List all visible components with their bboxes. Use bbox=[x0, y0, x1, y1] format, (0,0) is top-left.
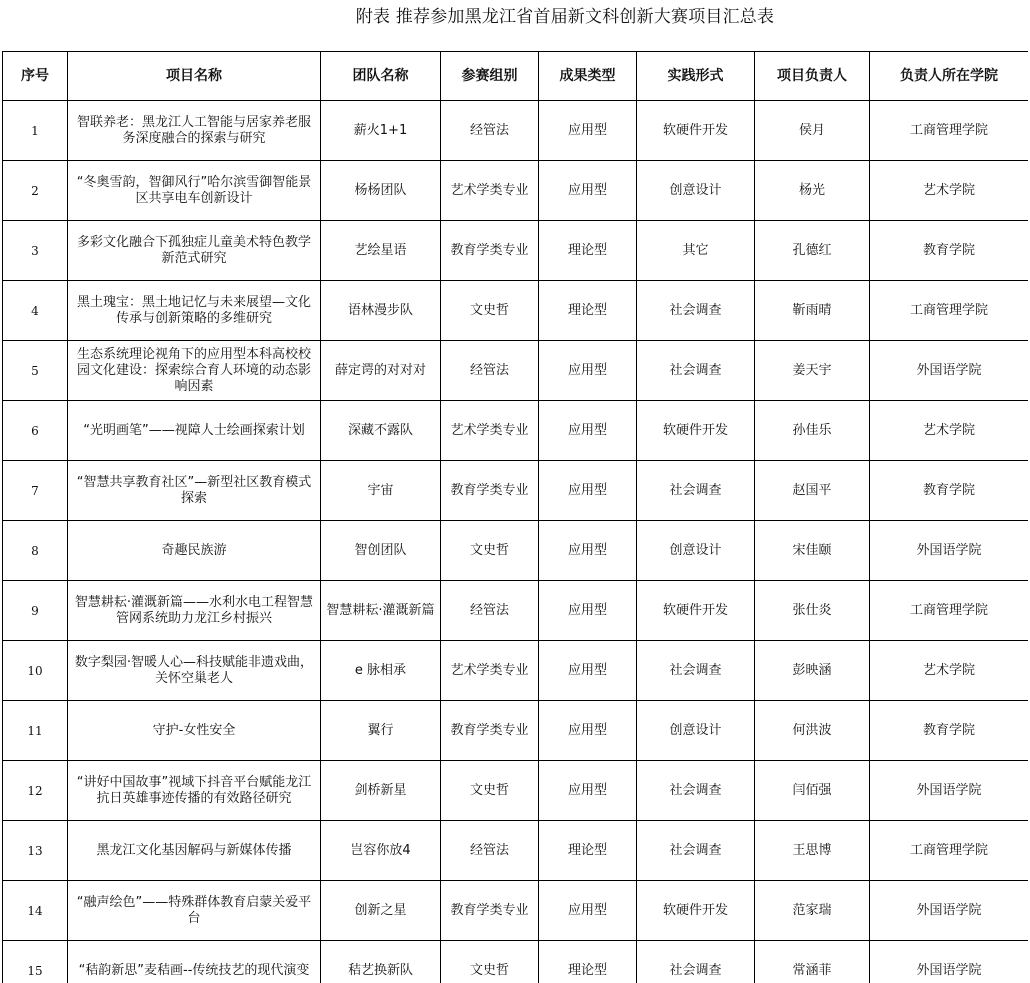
cell-college: 艺术学院 bbox=[870, 641, 1029, 701]
table-row bbox=[3, 641, 1029, 701]
cell-practice-form: 软硬件开发 bbox=[637, 401, 755, 461]
cell-result-type: 理论型 bbox=[539, 281, 637, 341]
cell-result-type: 理论型 bbox=[539, 821, 637, 881]
table-row bbox=[3, 941, 1029, 983]
cell-practice-form: 社会调查 bbox=[637, 281, 755, 341]
cell-team-name: 秸艺换新队 bbox=[321, 941, 441, 983]
header-no: 序号 bbox=[3, 52, 68, 101]
cell-leader: 姜天宇 bbox=[755, 341, 870, 401]
cell-team-name: 宇宙 bbox=[321, 461, 441, 521]
cell-leader: 孙佳乐 bbox=[755, 401, 870, 461]
cell-leader: 张仕炎 bbox=[755, 581, 870, 641]
cell-team-name: 艺绘星语 bbox=[321, 221, 441, 281]
cell-project-name: 数字梨园·智暖人心—科技赋能非遗戏曲，关怀空巢老人 bbox=[68, 641, 321, 701]
header-project: 项目名称 bbox=[68, 52, 321, 101]
cell-group: 艺术学类专业 bbox=[441, 161, 539, 221]
cell-group: 经管法 bbox=[441, 101, 539, 161]
table-row bbox=[3, 101, 1029, 161]
cell-group: 教育学类专业 bbox=[441, 881, 539, 941]
cell-no: 8 bbox=[3, 521, 68, 581]
cell-project-name: “融声绘色”——特殊群体教育启蒙关爱平台 bbox=[68, 881, 321, 941]
cell-team-name: 翼行 bbox=[321, 701, 441, 761]
cell-project-name: 黑土瑰宝：黑土地记忆与未来展望—文化传承与创新策略的多维研究 bbox=[68, 281, 321, 341]
cell-college: 外国语学院 bbox=[870, 881, 1029, 941]
cell-no: 3 bbox=[3, 221, 68, 281]
cell-result-type: 应用型 bbox=[539, 581, 637, 641]
table-row bbox=[3, 461, 1029, 521]
cell-result-type: 应用型 bbox=[539, 341, 637, 401]
cell-group: 文史哲 bbox=[441, 941, 539, 983]
cell-team-name: 岂容你放4 bbox=[321, 821, 441, 881]
cell-no: 12 bbox=[3, 761, 68, 821]
cell-team-name: 创新之星 bbox=[321, 881, 441, 941]
cell-project-name: 智慧耕耘·灌溉新篇——水利水电工程智慧管网系统助力龙江乡村振兴 bbox=[68, 581, 321, 641]
cell-no: 9 bbox=[3, 581, 68, 641]
cell-project-name: 守护-女性安全 bbox=[68, 701, 321, 761]
cell-no: 10 bbox=[3, 641, 68, 701]
cell-group: 经管法 bbox=[441, 341, 539, 401]
header-leader: 项目负责人 bbox=[755, 52, 870, 101]
cell-group: 教育学类专业 bbox=[441, 221, 539, 281]
cell-result-type: 应用型 bbox=[539, 521, 637, 581]
cell-college: 外国语学院 bbox=[870, 341, 1029, 401]
cell-college: 外国语学院 bbox=[870, 761, 1029, 821]
cell-project-name: “讲好中国故事”视域下抖音平台赋能龙江抗日英雄事迹传播的有效路径研究 bbox=[68, 761, 321, 821]
cell-project-name: 智联养老：黑龙江人工智能与居家养老服务深度融合的探索与研究 bbox=[68, 101, 321, 161]
cell-team-name: 剑桥新星 bbox=[321, 761, 441, 821]
cell-practice-form: 软硬件开发 bbox=[637, 101, 755, 161]
cell-leader: 宋佳颐 bbox=[755, 521, 870, 581]
header-team: 团队名称 bbox=[321, 52, 441, 101]
cell-group: 文史哲 bbox=[441, 521, 539, 581]
cell-result-type: 应用型 bbox=[539, 761, 637, 821]
table-row bbox=[3, 521, 1029, 581]
cell-project-name: 生态系统理论视角下的应用型本科高校校园文化建设：探索综合育人环境的动态影响因素 bbox=[68, 341, 321, 401]
cell-leader: 闫佰强 bbox=[755, 761, 870, 821]
document-title: 附表 推荐参加黑龙江省首届新文科创新大赛项目汇总表 bbox=[355, 7, 775, 27]
cell-practice-form: 社会调查 bbox=[637, 341, 755, 401]
cell-practice-form: 社会调查 bbox=[637, 461, 755, 521]
cell-group: 文史哲 bbox=[441, 761, 539, 821]
cell-group: 经管法 bbox=[441, 821, 539, 881]
cell-no: 1 bbox=[3, 101, 68, 161]
cell-team-name: 薪火1+1 bbox=[321, 101, 441, 161]
header-college: 负责人所在学院 bbox=[870, 52, 1029, 101]
cell-leader: 杨光 bbox=[755, 161, 870, 221]
cell-practice-form: 软硬件开发 bbox=[637, 581, 755, 641]
cell-result-type: 应用型 bbox=[539, 101, 637, 161]
cell-team-name: e 脉相承 bbox=[321, 641, 441, 701]
cell-no: 14 bbox=[3, 881, 68, 941]
cell-team-name: 智创团队 bbox=[321, 521, 441, 581]
table-body bbox=[3, 101, 1029, 983]
cell-college: 工商管理学院 bbox=[870, 101, 1029, 161]
cell-practice-form: 创意设计 bbox=[637, 161, 755, 221]
cell-practice-form: 社会调查 bbox=[637, 641, 755, 701]
project-summary-table bbox=[2, 51, 1028, 983]
cell-result-type: 应用型 bbox=[539, 161, 637, 221]
cell-no: 6 bbox=[3, 401, 68, 461]
cell-practice-form: 社会调查 bbox=[637, 761, 755, 821]
cell-college: 外国语学院 bbox=[870, 941, 1029, 983]
cell-college: 教育学院 bbox=[870, 221, 1029, 281]
cell-no: 4 bbox=[3, 281, 68, 341]
cell-group: 经管法 bbox=[441, 581, 539, 641]
cell-group: 教育学类专业 bbox=[441, 701, 539, 761]
cell-no: 7 bbox=[3, 461, 68, 521]
header-form: 实践形式 bbox=[637, 52, 755, 101]
cell-project-name: 多彩文化融合下孤独症儿童美术特色教学新范式研究 bbox=[68, 221, 321, 281]
cell-team-name: 薛定谔的对对对 bbox=[321, 341, 441, 401]
cell-leader: 彭映涵 bbox=[755, 641, 870, 701]
cell-practice-form: 其它 bbox=[637, 221, 755, 281]
header-type: 成果类型 bbox=[539, 52, 637, 101]
cell-college: 工商管理学院 bbox=[870, 581, 1029, 641]
cell-team-name: 智慧耕耘·灌溉新篇 bbox=[321, 581, 441, 641]
table-row bbox=[3, 221, 1029, 281]
cell-project-name: 奇趣民族游 bbox=[68, 521, 321, 581]
cell-practice-form: 创意设计 bbox=[637, 701, 755, 761]
cell-project-name: “光明画笔”——视障人士绘画探索计划 bbox=[68, 401, 321, 461]
cell-no: 2 bbox=[3, 161, 68, 221]
cell-leader: 王思博 bbox=[755, 821, 870, 881]
cell-team-name: 杨杨团队 bbox=[321, 161, 441, 221]
cell-practice-form: 社会调查 bbox=[637, 941, 755, 983]
cell-result-type: 应用型 bbox=[539, 401, 637, 461]
cell-leader: 常涵菲 bbox=[755, 941, 870, 983]
cell-leader: 侯月 bbox=[755, 101, 870, 161]
table-row bbox=[3, 701, 1029, 761]
cell-group: 文史哲 bbox=[441, 281, 539, 341]
cell-project-name: “智慧共享教育社区”—新型社区教育模式探索 bbox=[68, 461, 321, 521]
cell-leader: 何洪波 bbox=[755, 701, 870, 761]
table-row bbox=[3, 161, 1029, 221]
table-header-row bbox=[3, 52, 1029, 101]
cell-college: 艺术学院 bbox=[870, 161, 1029, 221]
cell-group: 教育学类专业 bbox=[441, 461, 539, 521]
cell-leader: 靳雨晴 bbox=[755, 281, 870, 341]
cell-result-type: 应用型 bbox=[539, 701, 637, 761]
cell-leader: 赵国平 bbox=[755, 461, 870, 521]
table-row bbox=[3, 341, 1029, 401]
cell-practice-form: 软硬件开发 bbox=[637, 881, 755, 941]
table-row bbox=[3, 821, 1029, 881]
cell-project-name: “冬奥雪韵，智御风行”哈尔滨雪御智能景区共享电车创新设计 bbox=[68, 161, 321, 221]
project-table-container bbox=[2, 51, 1028, 983]
cell-practice-form: 创意设计 bbox=[637, 521, 755, 581]
table-row bbox=[3, 281, 1029, 341]
table-row bbox=[3, 761, 1029, 821]
cell-college: 教育学院 bbox=[870, 461, 1029, 521]
cell-team-name: 深藏不露队 bbox=[321, 401, 441, 461]
cell-no: 5 bbox=[3, 341, 68, 401]
table-row bbox=[3, 581, 1029, 641]
header-group: 参赛组别 bbox=[441, 52, 539, 101]
cell-result-type: 应用型 bbox=[539, 881, 637, 941]
cell-project-name: “秸韵新思”麦秸画--传统技艺的现代演变 bbox=[68, 941, 321, 983]
cell-college: 工商管理学院 bbox=[870, 281, 1029, 341]
cell-practice-form: 社会调查 bbox=[637, 821, 755, 881]
cell-college: 教育学院 bbox=[870, 701, 1029, 761]
cell-group: 艺术学类专业 bbox=[441, 641, 539, 701]
cell-no: 13 bbox=[3, 821, 68, 881]
cell-college: 外国语学院 bbox=[870, 521, 1029, 581]
cell-result-type: 应用型 bbox=[539, 461, 637, 521]
cell-team-name: 语林漫步队 bbox=[321, 281, 441, 341]
cell-result-type: 理论型 bbox=[539, 941, 637, 983]
cell-leader: 孔德红 bbox=[755, 221, 870, 281]
cell-no: 15 bbox=[3, 941, 68, 983]
table-row bbox=[3, 401, 1029, 461]
cell-result-type: 应用型 bbox=[539, 641, 637, 701]
cell-college: 工商管理学院 bbox=[870, 821, 1029, 881]
cell-project-name: 黑龙江文化基因解码与新媒体传播 bbox=[68, 821, 321, 881]
cell-group: 艺术学类专业 bbox=[441, 401, 539, 461]
cell-college: 艺术学院 bbox=[870, 401, 1029, 461]
cell-result-type: 理论型 bbox=[539, 221, 637, 281]
cell-leader: 范家瑞 bbox=[755, 881, 870, 941]
cell-no: 11 bbox=[3, 701, 68, 761]
table-row bbox=[3, 881, 1029, 941]
